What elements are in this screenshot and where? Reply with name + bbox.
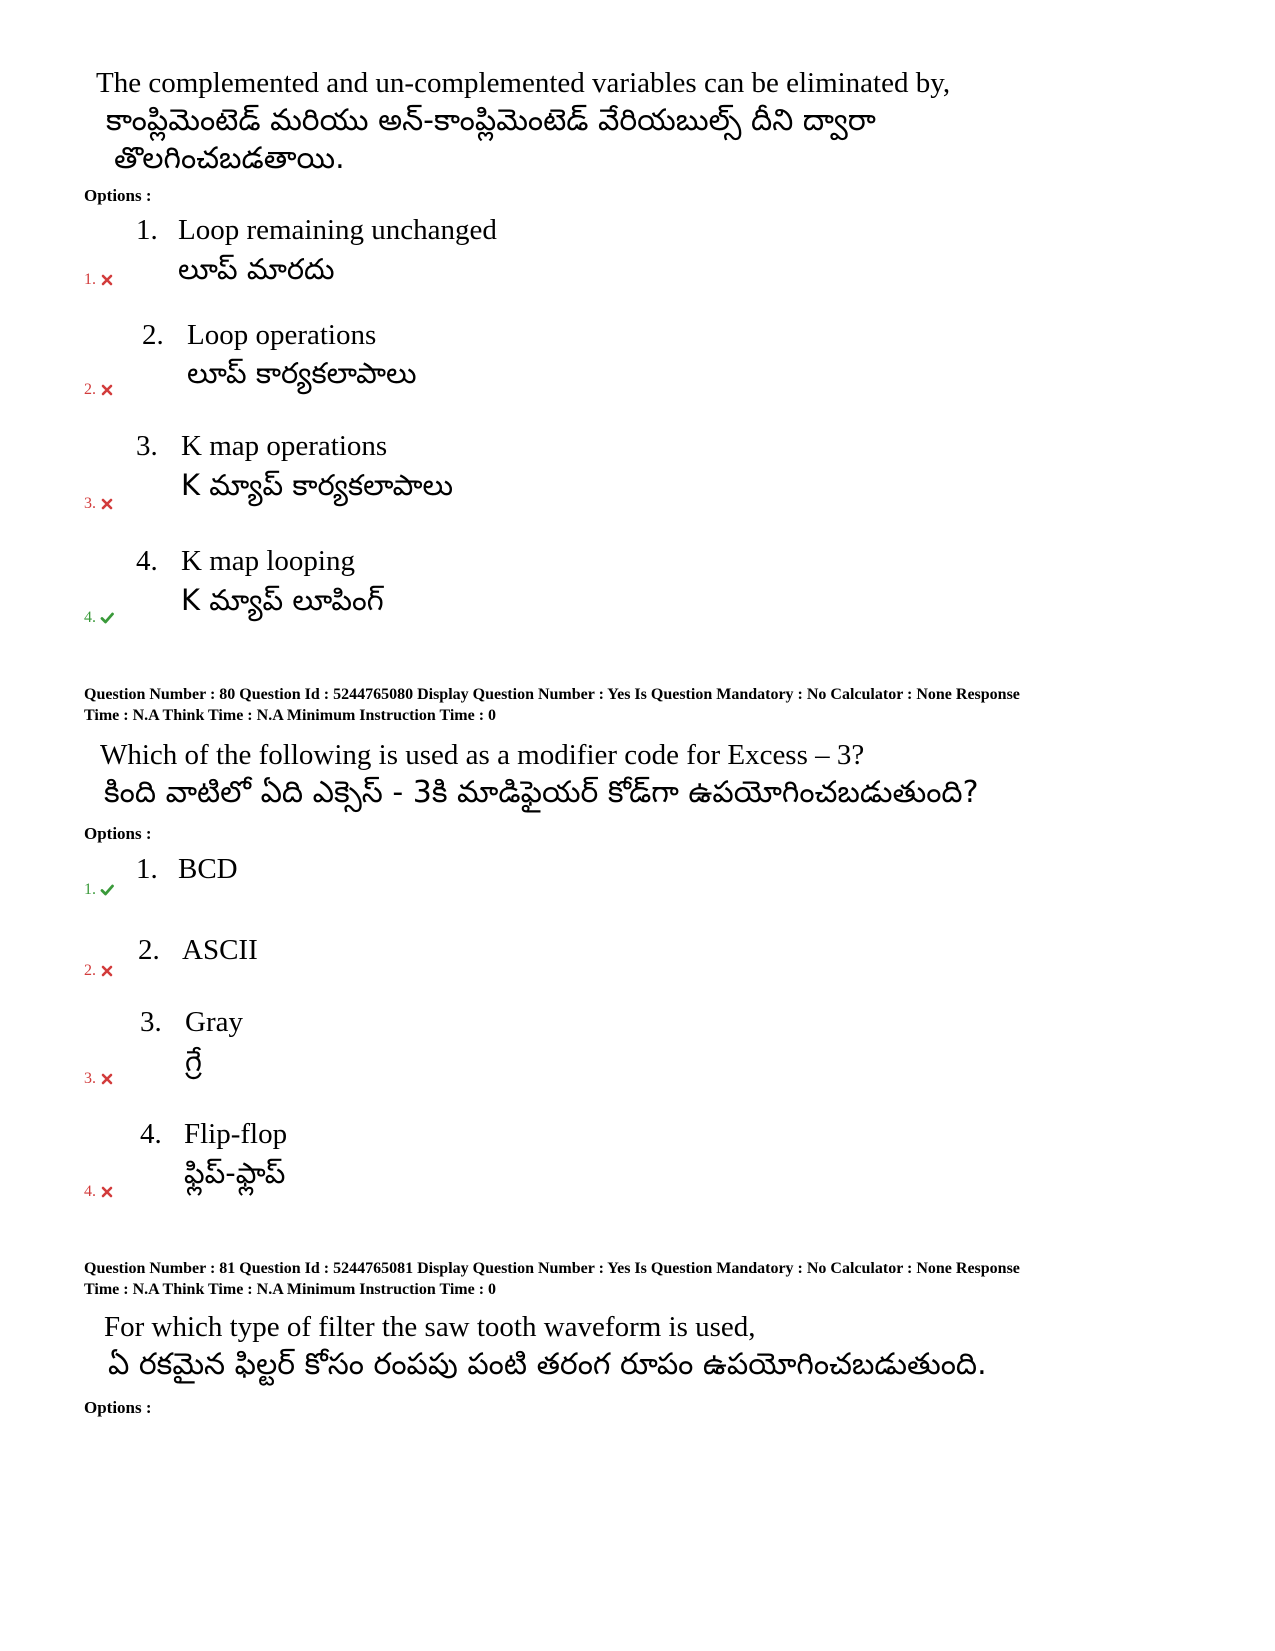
- q80-option-2-text-en[interactable]: ASCII: [182, 934, 258, 966]
- q79-option-3-marker-label: 3.: [84, 495, 96, 512]
- cross-icon: [100, 964, 114, 978]
- cross-icon: [100, 383, 114, 397]
- q79-option-1-text-en[interactable]: Loop remaining unchanged: [178, 214, 497, 246]
- cross-icon: [100, 273, 114, 287]
- q79-option-3-marker: [84, 495, 114, 513]
- q79-option-4-marker: [84, 609, 114, 627]
- q80-text-te: కింది వాటిలో ఏది ఎక్సెస్ - 3కి మాడిఫైయర్ కోడ్‌గా ఉపయోగించబడుతుంది?: [104, 775, 979, 810]
- q81-meta: [84, 1258, 1194, 1300]
- q79-option-3-text-te[interactable]: K మ్యాప్ కార్యకలాపాలు: [181, 468, 454, 502]
- q79-option-1-marker-label: 1.: [84, 271, 96, 288]
- q80-option-4-marker-label: 4.: [84, 1183, 96, 1200]
- q80-meta-line-2: Time : N.A Think Time : N.A Minimum Instruction Time : 0: [84, 707, 497, 724]
- q80-options-label: Options :: [84, 824, 152, 843]
- q79-option-2-text-te[interactable]: లూప్ కార్యకలాపాలు: [187, 356, 417, 390]
- q81-options-label: Options :: [84, 1398, 152, 1417]
- q79-option-1-number: 1.: [136, 214, 158, 246]
- q79-option-2-marker-label: 2.: [84, 381, 96, 398]
- q80-option-3-text-en[interactable]: Gray: [185, 1006, 243, 1038]
- q80-text-en: Which of the following is used as a modifier code for Excess – 3?: [100, 739, 865, 771]
- q79-option-2-text-en[interactable]: Loop operations: [187, 319, 377, 351]
- q80-option-2-marker: [84, 962, 114, 980]
- q79-option-3-text-en[interactable]: K map operations: [181, 430, 388, 462]
- cross-icon: [100, 497, 114, 511]
- q79-option-4-marker-label: 4.: [84, 609, 96, 626]
- check-icon: [100, 611, 114, 625]
- q80-option-3-marker: [84, 1070, 114, 1088]
- q80-option-2-marker-label: 2.: [84, 962, 96, 979]
- q80-option-3-number: 3.: [140, 1006, 162, 1038]
- q80-option-1-marker: [84, 881, 114, 899]
- q79-text-te-1: కాంప్లిమెంటెడ్ మరియు అన్-కాంప్లిమెంటెడ్ వేరియబుల్స్ దీని ద్వారా: [106, 103, 876, 138]
- q81-text-te: ఏ రకమైన ఫిల్టర్ కోసం రంపపు పంటి తరంగ రూపం ఉపయోగించబడుతుంది.: [108, 1347, 987, 1382]
- q81-meta-line-2: Time : N.A Think Time : N.A Minimum Instruction Time : 0: [84, 1281, 497, 1298]
- q79-option-4-text-te[interactable]: K మ్యాప్ లూపింగ్: [181, 583, 384, 617]
- q79-option-1-marker: [84, 271, 114, 289]
- q79-text-te-2: తొలగించబడతాయి.: [114, 141, 345, 176]
- q80-option-1-number: 1.: [136, 853, 158, 885]
- q80-option-4-text-te[interactable]: ఫ్లిప్-ఫ్లాప్: [184, 1156, 286, 1190]
- q79-option-2-number: 2.: [142, 319, 164, 351]
- q79-option-4-text-en[interactable]: K map looping: [181, 545, 355, 577]
- q79-options-label: Options :: [84, 186, 152, 205]
- q79-option-4-number: 4.: [136, 545, 158, 577]
- q80-option-1-text-en[interactable]: BCD: [178, 853, 238, 885]
- q80-option-4-number: 4.: [140, 1118, 162, 1150]
- q79-text-en: The complemented and un-complemented variables can be eliminated by,: [96, 67, 951, 99]
- q79-option-1-text-te[interactable]: లూప్ మారదు: [178, 252, 335, 286]
- q80-meta: [84, 684, 1194, 726]
- q80-option-3-text-te[interactable]: గ్రే: [185, 1044, 202, 1078]
- q80-option-2-number: 2.: [138, 934, 160, 966]
- q80-option-4-marker: [84, 1183, 114, 1201]
- q79-option-3-number: 3.: [136, 430, 158, 462]
- check-icon: [100, 883, 114, 897]
- q80-option-4-text-en[interactable]: Flip-flop: [184, 1118, 288, 1150]
- q80-option-3-marker-label: 3.: [84, 1070, 96, 1087]
- q81-meta-line-1: Question Number : 81 Question Id : 5244765081 Display Question Number : Yes Is Question Mandatory : No Calculator : None Response: [84, 1260, 1020, 1277]
- q80-option-1-marker-label: 1.: [84, 881, 96, 898]
- q80-meta-line-1: Question Number : 80 Question Id : 5244765080 Display Question Number : Yes Is Question Mandatory : No Calculator : None Response: [84, 686, 1020, 703]
- cross-icon: [100, 1185, 114, 1199]
- cross-icon: [100, 1072, 114, 1086]
- q79-option-2-marker: [84, 381, 114, 399]
- q81-text-en: For which type of filter the saw tooth waveform is used,: [104, 1311, 756, 1343]
